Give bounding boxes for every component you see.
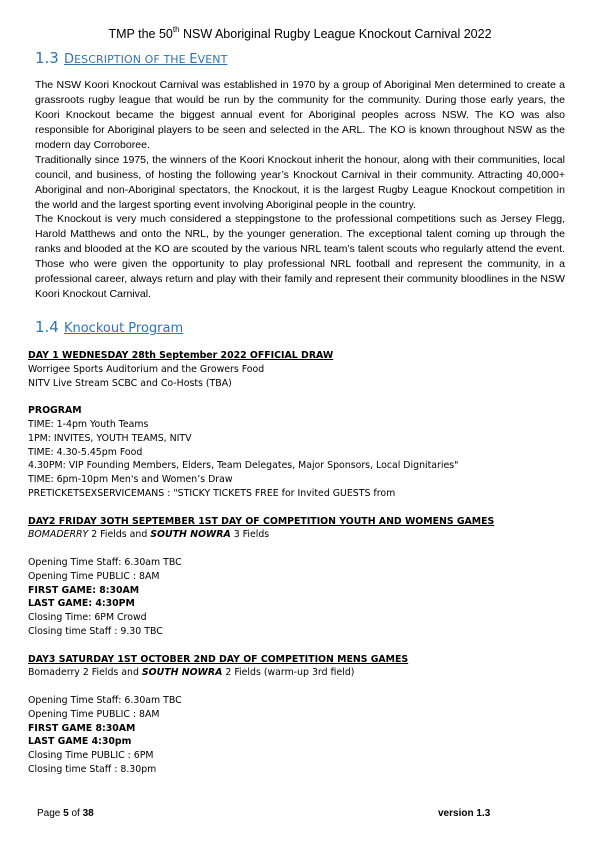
- day2-venue: BOMADERRY 2 Fields and SOUTH NOWRA 3 Fields: [28, 529, 270, 541]
- day3-opening-public: Opening Time PUBLIC : 8AM: [28, 708, 160, 720]
- header-title-sup: th: [172, 25, 180, 34]
- day2-first-game: FIRST GAME: 8:30AM: [28, 584, 140, 596]
- paragraph-steppingstone: The Knockout is very much considered a steppingstone to the professional competitions such as Jersey Flegg, Harold Matthews and onto the NRL, by the younger generation. The exceptional talent coming up through the ranks and blooded at the KO are scouted by the various NRL team’s talent scouts who regularly attend the event. Those who were given the opportunity to play professional NRL football and represent the community, in a professional career, always return and play with their family and represent their community bloodlines in the NSW Koori Knockout Carnival.: [35, 213, 565, 300]
- program-heading: PROGRAM: [28, 405, 82, 417]
- header-title-post: NSW Aboriginal Rugby League Knockout Carnival 2022: [179, 27, 492, 41]
- program-line: TIME: 1-4pm Youth Teams: [28, 418, 149, 430]
- section-heading-program: [35, 317, 183, 336]
- section-number: 1.3: [35, 49, 59, 67]
- day3-heading: DAY3 SATURDAY 1ST OCTOBER 2ND DAY OF COMPETITION MENS GAMES: [28, 653, 409, 665]
- day3-venue: Bomaderry 2 Fields and SOUTH NOWRA 2 Fields (warm-up 3rd field): [28, 667, 355, 679]
- day1-stream: NITV Live Stream SCBC and Co-Hosts (TBA): [28, 377, 232, 389]
- page-header: [0, 27, 600, 41]
- paragraph-history: The NSW Koori Knockout Carnival was established in 1970 by a group of Aboriginal Men determined to create a grassroots rugby league that would be run by the community for the community. During those early years, the Koori Knockout became the biggest annual event for Aboriginal peoples across NSW. The KO was also responsible for Aboriginal players to be seen and selected in the ARL. The KO is known throughout NSW as the modern day Corroboree.: [35, 79, 565, 151]
- day2-heading: DAY2 FRIDAY 3OTH SEPTEMBER 1ST DAY OF COMPETITION YOUTH AND WOMENS GAMES: [28, 515, 495, 527]
- knockout-program: [28, 349, 573, 777]
- header-title-pre: TMP the 50: [108, 27, 173, 41]
- section-title: Knockout Program: [63, 321, 184, 336]
- page-number: Page 5 of 38: [37, 808, 94, 819]
- day3-closing-staff: Closing time Staff : 8.30pm: [28, 763, 157, 775]
- program-line: PRETICKETSEXSERVICEMANS : "STICKY TICKETS FREE for Invited GUESTS from: [28, 487, 396, 499]
- program-line: 1PM: INVITES, YOUTH TEAMS, NITV: [28, 432, 192, 444]
- program-line: TIME: 6pm-10pm Men's and Women’s Draw: [28, 474, 233, 486]
- day1-heading: DAY 1 WEDNESDAY 28th September 2022 OFFICIAL DRAW: [28, 350, 334, 361]
- day1-venue: Worrigee Sports Auditorium and the Growers Food: [28, 363, 265, 375]
- section-heading-description: [35, 48, 227, 67]
- program-line: TIME: 4.30-5.45pm Food: [28, 446, 143, 458]
- section-title: DESCRIPTION OF THE EVENT: [63, 52, 228, 67]
- program-line: 4.30PM: VIP Founding Members, Elders, Team Delegates, Major Sponsors, Local Dignitaries": [28, 460, 459, 472]
- day3-last-game: LAST GAME 4:30pm: [28, 736, 132, 748]
- day2-opening-staff: Opening Time Staff: 6.30am TBC: [28, 556, 182, 568]
- day2-closing-staff: Closing time Staff : 9.30 TBC: [28, 625, 163, 637]
- paragraph-tradition: Traditionally since 1975, the winners of the Koori Knockout inherit the honour, along with their communities, local council, and business, of hosting the following year’s Knockout Carnival in their community. Attracting 40,000+ Aboriginal and non-Aboriginal spectators, the Knockout, it is the largest Rugby League Knockout competition in the world and the largest sporting event involving Aboriginal people in the country.: [35, 154, 565, 211]
- day3-opening-staff: Opening Time Staff: 6.30am TBC: [28, 694, 182, 706]
- day2-closing-crowd: Closing Time: 6PM Crowd: [28, 612, 147, 624]
- day3-closing-public: Closing Time PUBLIC : 6PM: [28, 750, 154, 762]
- version-label: version 1.3: [438, 808, 491, 819]
- day2-last-game: LAST GAME: 4:30PM: [28, 598, 135, 610]
- day2-opening-public: Opening Time PUBLIC : 8AM: [28, 570, 160, 582]
- day3-first-game: FIRST GAME 8:30AM: [28, 722, 136, 734]
- section-number: 1.4: [35, 318, 59, 336]
